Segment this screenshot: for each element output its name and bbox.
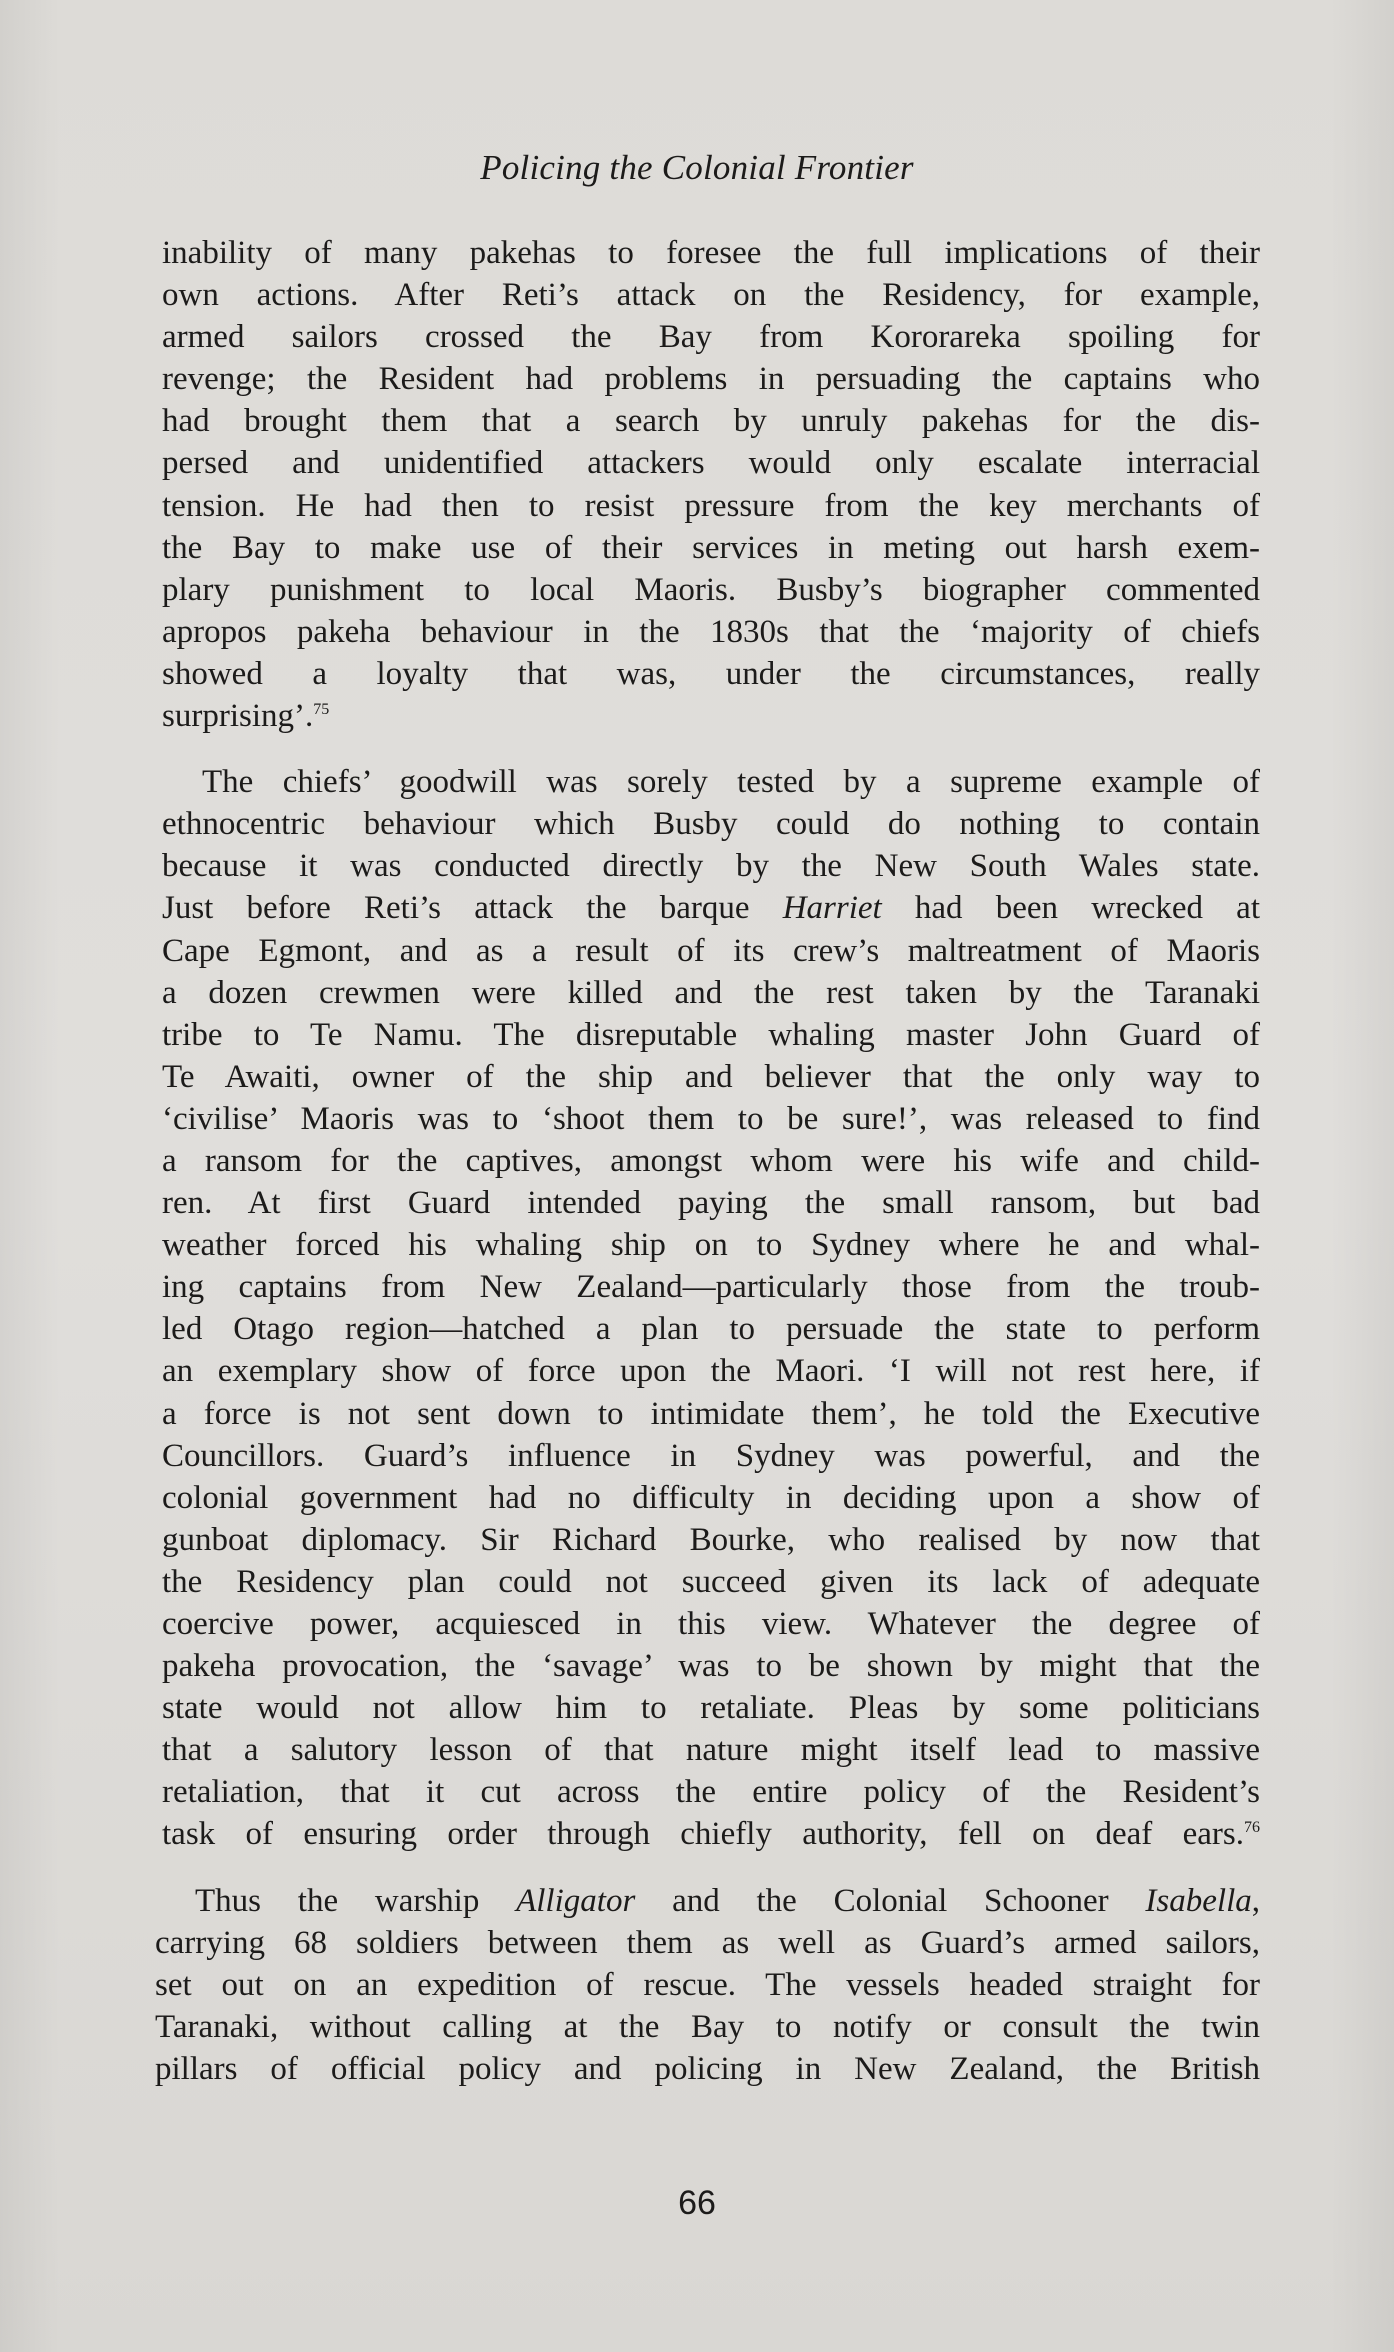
text-line xyxy=(162,1813,1260,1855)
text-line: because it was conducted directly by the New South Wales state. xyxy=(162,848,1260,885)
text-line: apropos pakeha behaviour in the 1830s that the ‘majority of chiefs xyxy=(162,613,1260,650)
text-line: own actions. After Reti’s attack on the Residency, for example, xyxy=(162,277,1260,314)
page-number: 66 xyxy=(678,2184,716,2222)
ship-name: Alligator xyxy=(516,1882,636,1919)
text-line xyxy=(155,1880,1260,1922)
text-line: a ransom for the captives, amongst whom were his wife and child- xyxy=(162,1142,1260,1179)
text-line: Cape Egmont, and as a result of its crew’s maltreatment of Maoris xyxy=(162,932,1260,969)
text-line: plary punishment to local Maoris. Busby’s biographer commented xyxy=(162,571,1260,608)
ship-name: Isabella xyxy=(1145,1882,1252,1919)
text-segment: , xyxy=(1251,1882,1260,1919)
text-line: gunboat diplomacy. Sir Richard Bourke, who realised by now that xyxy=(162,1521,1260,1558)
text-line: the Residency plan could not succeed given its lack of adequate xyxy=(162,1563,1260,1600)
text-line: pakeha provocation, the ‘savage’ was to be shown by might that the xyxy=(162,1648,1260,1685)
text-segment: Thus the warship xyxy=(195,1882,517,1919)
text-segment: and the Colonial Schooner xyxy=(635,1882,1146,1919)
text-line: carrying 68 soldiers between them as well as Guard’s armed sailors, xyxy=(155,1924,1260,1961)
text-segment: surprising’. xyxy=(162,698,314,735)
text-segment: Just before Reti’s attack the barque xyxy=(162,890,783,927)
paragraph-3 xyxy=(155,1880,1260,2090)
text-line: led Otago region—hatched a plan to persuade the state to perform xyxy=(162,1311,1260,1348)
text-line: tribe to Te Namu. The disreputable whaling master John Guard of xyxy=(162,1016,1260,1053)
text-line: The chiefs’ goodwill was sorely tested by a supreme example of xyxy=(202,764,1260,801)
text-line: revenge; the Resident had problems in persuading the captains who xyxy=(162,361,1260,398)
text-line: the Bay to make use of their services in meting out harsh exem- xyxy=(162,529,1260,566)
text-segment: task of ensuring order through chiefly authority, fell on deaf ears. xyxy=(162,1816,1244,1853)
text-line: retaliation, that it cut across the entire policy of the Resident’s xyxy=(162,1774,1260,1811)
text-line xyxy=(162,695,1260,737)
ship-name: Harriet xyxy=(782,890,882,927)
text-line: inability of many pakehas to foresee the full implications of their xyxy=(162,235,1260,271)
text-line: Taranaki, without calling at the Bay to notify or consult the twin xyxy=(155,2008,1260,2045)
paragraph-2 xyxy=(162,761,1260,1855)
text-line: weather forced his whaling ship on to Sydney where he and whal- xyxy=(162,1227,1260,1264)
text-line: ethnocentric behaviour which Busby could do nothing to contain xyxy=(162,806,1260,843)
text-line: ‘civilise’ Maoris was to ‘shoot them to be sure!’, was released to find xyxy=(162,1100,1260,1137)
text-line: armed sailors crossed the Bay from Kororareka spoiling for xyxy=(162,319,1260,356)
text-line: that a salutory lesson of that nature might itself lead to massive xyxy=(162,1732,1260,1769)
paragraph-1 xyxy=(162,232,1260,737)
text-line: ing captains from New Zealand—particularly those from the troub- xyxy=(162,1269,1260,1306)
text-line: a force is not sent down to intimidate them’, he told the Executive xyxy=(162,1395,1260,1432)
text-line: ren. At first Guard intended paying the small ransom, but bad xyxy=(162,1185,1260,1222)
text-line: an exemplary show of force upon the Maori. ‘I will not rest here, if xyxy=(162,1353,1260,1390)
text-line: had brought them that a search by unruly pakehas for the dis- xyxy=(162,403,1260,440)
text-line: colonial government had no difficulty in deciding upon a show of xyxy=(162,1479,1260,1516)
text-line: Te Awaiti, owner of the ship and believer that the only way to xyxy=(162,1058,1260,1095)
running-head: Policing the Colonial Frontier xyxy=(480,148,914,187)
text-line: pillars of official policy and policing in New Zealand, the British xyxy=(155,2050,1260,2087)
text-line: persed and unidentified attackers would only escalate interracial xyxy=(162,445,1260,482)
text-line: state would not allow him to retaliate. Pleas by some politicians xyxy=(162,1690,1260,1727)
body-text xyxy=(155,232,1260,2090)
text-line: Councillors. Guard’s influence in Sydney was powerful, and the xyxy=(162,1437,1260,1474)
text-line xyxy=(162,887,1260,929)
text-line: tension. He had then to resist pressure from the key merchants of xyxy=(162,487,1260,524)
footnote-marker: 75 xyxy=(313,701,330,719)
text-line: showed a loyalty that was, under the circumstances, really xyxy=(162,655,1260,692)
footnote-marker: 76 xyxy=(1244,1819,1260,1837)
text-line: coercive power, acquiesced in this view. Whatever the degree of xyxy=(162,1606,1260,1642)
text-line: a dozen crewmen were killed and the rest taken by the Taranaki xyxy=(162,974,1260,1011)
text-line: set out on an expedition of rescue. The vessels headed straight for xyxy=(155,1966,1260,2003)
text-segment: had been wrecked at xyxy=(881,890,1260,927)
